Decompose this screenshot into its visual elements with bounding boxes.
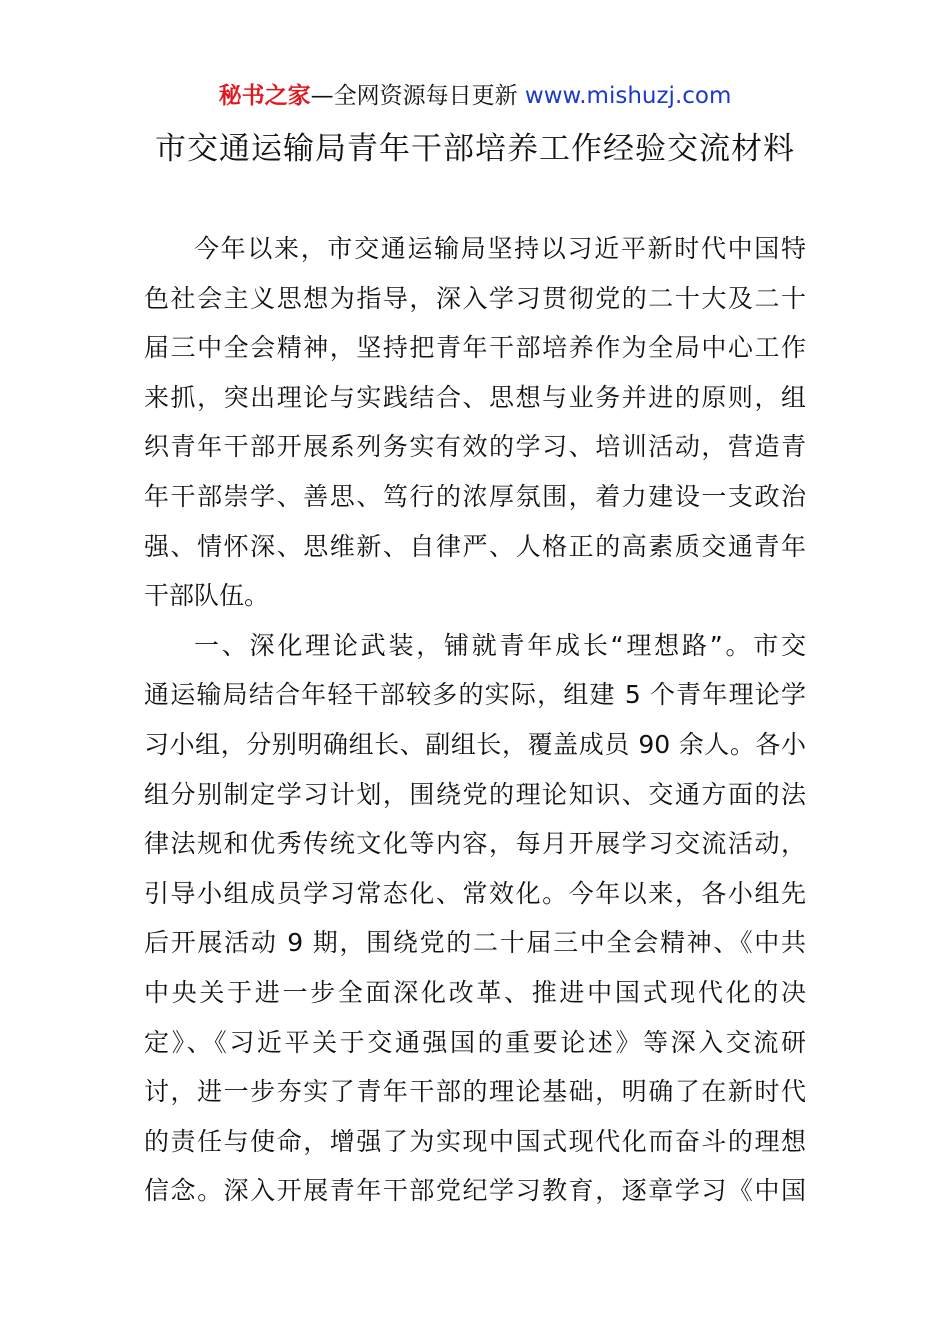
paragraph-line: 讨，进一步夯实了青年干部的理论基础，明确了在新时代 bbox=[144, 1077, 806, 1107]
paragraph-line: 届三中全会精神，坚持把青年干部培养作为全局中心工作 bbox=[144, 333, 806, 363]
paragraph-line: 色社会主义思想为指导，深入学习贯彻党的二十大及二十 bbox=[144, 283, 806, 313]
paragraph-line: 习小组，分别明确组长、副组长，覆盖成员 90 余人。各小 bbox=[144, 729, 806, 759]
paragraph-line: 律法规和优秀传统文化等内容，每月开展学习交流活动， bbox=[144, 829, 806, 859]
paragraph-line: 今年以来，市交通运输局坚持以习近平新时代中国特 bbox=[194, 234, 806, 263]
paragraph-line: 年干部崇学、善思、笃行的浓厚氛围，着力建设一支政治 bbox=[144, 481, 806, 511]
paragraph-line: 组分别制定学习计划，围绕党的理论知识、交通方面的法 bbox=[144, 779, 806, 809]
paragraph-line: 的责任与使命，增强了为实现中国式现代化而奋斗的理想 bbox=[144, 1126, 806, 1156]
paragraph-line: 引导小组成员学习常态化、常效化。今年以来，各小组先 bbox=[144, 878, 806, 908]
paragraph-line: 通运输局结合年轻干部较多的实际，组建 5 个青年理论学 bbox=[144, 680, 806, 710]
document-body bbox=[144, 224, 806, 1216]
site-slogan: —全网资源每日更新 bbox=[310, 83, 525, 109]
paragraph-line: 来抓，突出理论与实践结合、思想与业务并进的原则，组 bbox=[144, 382, 806, 412]
section-heading-line: 一、深化理论武装，铺就青年成长“理想路”。市交 bbox=[194, 630, 806, 660]
paragraph-line: 信念。深入开展青年干部党纪学习教育，逐章学习《中国 bbox=[144, 1176, 806, 1206]
paragraph-line: 干部队伍。 bbox=[144, 581, 270, 611]
paragraph-line: 定》、《习近平关于交通强国的重要论述》等深入交流研 bbox=[144, 1027, 806, 1057]
paragraph-line: 强、情怀深、思维新、自律严、人格正的高素质交通青年 bbox=[144, 531, 806, 561]
site-header bbox=[0, 80, 950, 112]
document-title: 市交通运输局青年干部培养工作经验交流材料 bbox=[155, 131, 795, 167]
paragraph-line: 后开展活动 9 期，围绕党的二十届三中全会精神、《中共 bbox=[144, 928, 806, 958]
site-url-link[interactable]: www.mishuzj.com bbox=[524, 83, 732, 109]
paragraph-line: 中央关于进一步全面深化改革、推进中国式现代化的决 bbox=[144, 977, 806, 1007]
site-name: 秘书之家 bbox=[218, 83, 311, 109]
paragraph-line: 织青年干部开展系列务实有效的学习、培训活动，营造青 bbox=[144, 432, 806, 462]
